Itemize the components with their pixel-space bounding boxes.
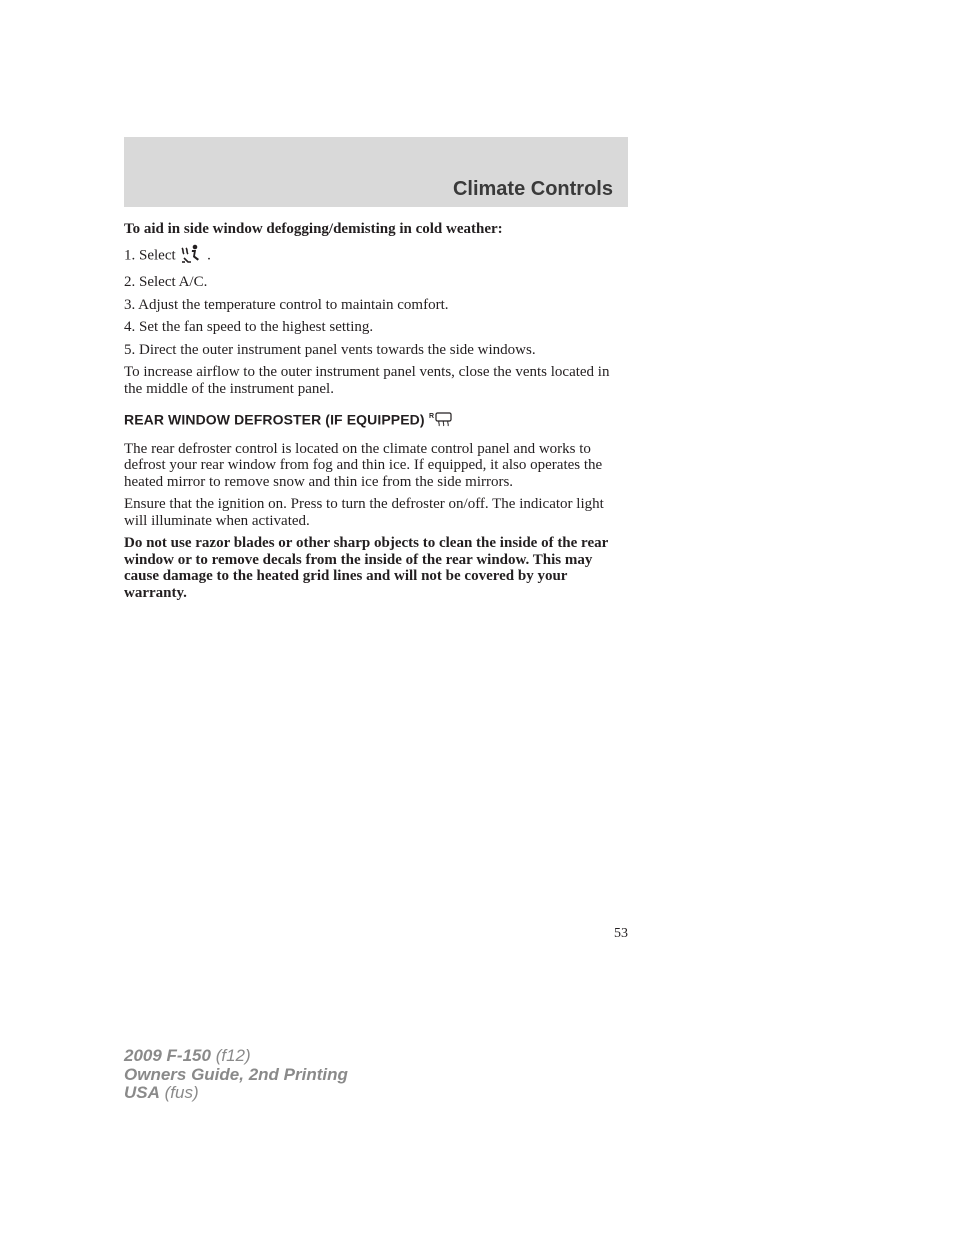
step-1-text: 1. Select (124, 247, 176, 264)
rear-defroster-heading-text: REAR WINDOW DEFROSTER (IF EQUIPPED) (124, 411, 425, 428)
step-4: 4. Set the fan speed to the highest setting. (124, 319, 374, 335)
rear-defrost-icon (429, 411, 453, 431)
svg-text:R: R (428, 413, 434, 420)
footer-line-3 (124, 1084, 348, 1103)
step-3: 3. Adjust the temperature control to maintain comfort. (124, 296, 449, 313)
rear-defroster-description: The rear defroster control is located on the climate control panel and works to defrost your rear window from fog and thin ice. If equipped, it also operates the heated mirror to remove snow and thin ice from the side mirrors. (124, 440, 603, 490)
floor-defrost-mode-icon (179, 244, 203, 269)
footer-line-1 (124, 1047, 348, 1066)
footer-model: 2009 F-150 (124, 1046, 211, 1065)
step-1 (124, 244, 630, 269)
airflow-note: To increase airflow to the outer instrument panel vents, close the vents located in the middle of the instrument panel. (124, 364, 610, 397)
section-title: Climate Controls (452, 178, 613, 200)
page-number: 53 (614, 926, 628, 941)
footer-guide-title: Owners Guide, 2nd Printing (124, 1064, 348, 1084)
step-2: 2. Select A/C. (124, 274, 208, 290)
section-header-band (124, 137, 628, 207)
page-content (124, 221, 630, 607)
step-1-period: . (207, 247, 211, 264)
rear-defroster-operation: Ensure that the ignition on. Press to turn the defroster on/off. The indicator light will illuminate when activated. (124, 496, 604, 529)
document-footer (124, 1047, 348, 1103)
footer-market-code: (fus) (164, 1083, 199, 1102)
rear-defroster-warning: Do not use razor blades or other sharp objects to clean the inside of the rear window or to remove decals from the inside of the rear window. This may cause damage to the heated grid lines and will not be covered by your warranty. (124, 535, 608, 601)
defog-instructions-heading: To aid in side window defogging/demisting in cold weather: (124, 221, 503, 237)
step-5: 5. Direct the outer instrument panel vents towards the side windows. (124, 341, 536, 358)
footer-model-code: (f12) (215, 1046, 251, 1065)
rear-defroster-heading (124, 411, 630, 431)
footer-market: USA (124, 1083, 160, 1102)
